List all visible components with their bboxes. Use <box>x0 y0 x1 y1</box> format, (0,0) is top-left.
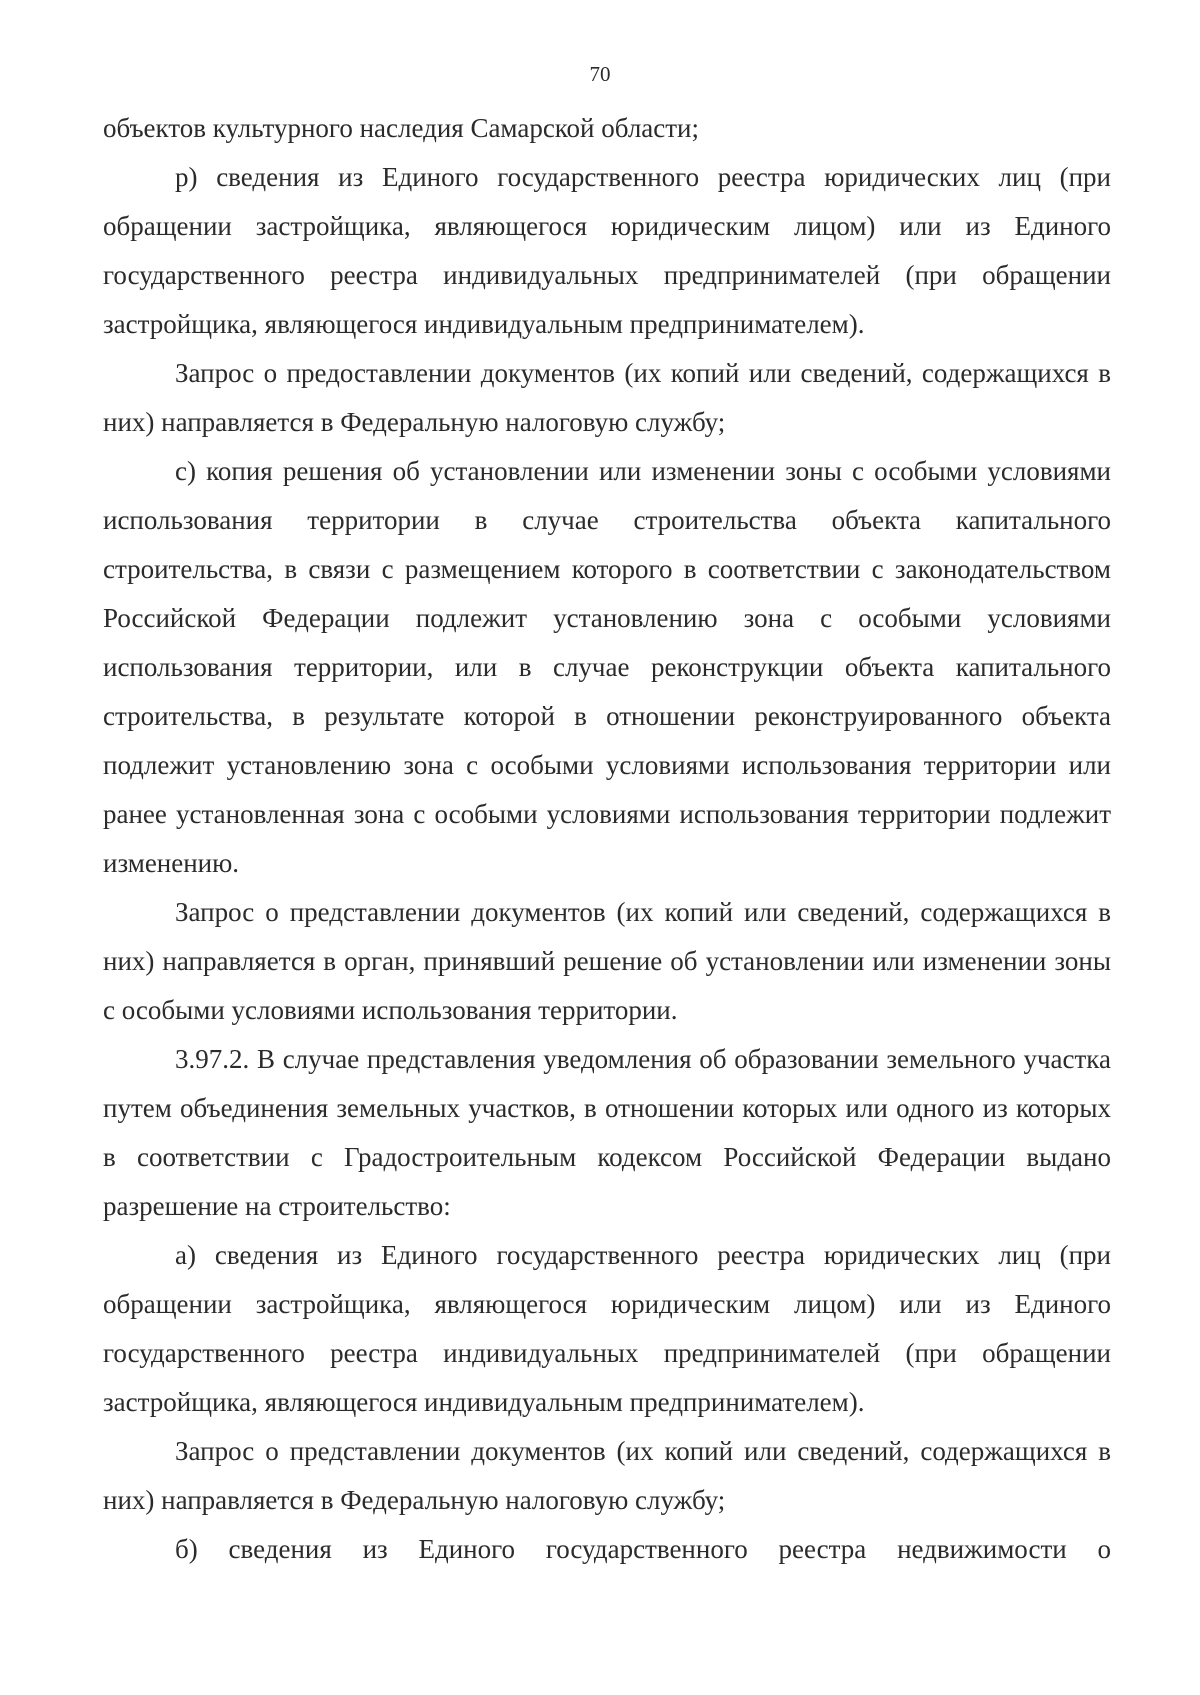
paragraph-item-r: р) сведения из Единого государственного реестра юридических лиц (при обращении застройщика, являющегося юридическим лицом) или из Единого государственного реестра индивидуальных предпринимателей (при обращении застройщика, являющегося индивидуальным предпринимателем). <box>103 162 1111 339</box>
paragraph-item-a: а) сведения из Единого государственного реестра юридических лиц (при обращении застройщика, являющегося юридическим лицом) или из Единого государственного реестра индивидуальных предпринимателей (при обращении застройщика, являющегося индивидуальным предпринимателем). <box>103 1240 1111 1417</box>
paragraph-request-tax-service: Запрос о предоставлении документов (их копий или сведений, содержащихся в них) направляется в Федеральную налоговую службу; <box>103 358 1111 437</box>
page-number: 70 <box>589 62 611 86</box>
paragraph-item-b: б) сведения из Единого государственного реестра недвижимости о <box>175 1534 1111 1564</box>
paragraph-continuation: объектов культурного наследия Самарской области; <box>103 113 700 143</box>
document-body <box>103 104 1111 1574</box>
paragraph-section-3-97-2: 3.97.2. В случае представления уведомления об образовании земельного участка путем объединения земельных участков, в отношении которых или одного из которых в соответствии с Градостроительным кодексом Российской Федерации выдано разрешение на строительство: <box>103 1044 1111 1221</box>
paragraph-request-zone-authority: Запрос о представлении документов (их копий или сведений, содержащихся в них) направляется в орган, принявший решение об установлении или изменении зоны с особыми условиями использования территории. <box>103 897 1111 1025</box>
paragraph-item-s: с) копия решения об установлении или изменении зоны с особыми условиями использования территории в случае строительства объекта капитального строительства, в связи с размещением которого в соответствии с законодательством Российской Федерации подлежит установлению зона с особыми условиями использования территории, или в случае реконструкции объекта капитального строительства, в результате которой в отношении реконструированного объекта подлежит установлению зона с особыми условиями использования территории или ранее установленная зона с особыми условиями использования территории подлежит изменению. <box>103 456 1111 878</box>
paragraph-request-tax-service-2: Запрос о представлении документов (их копий или сведений, содержащихся в них) направляется в Федеральную налоговую службу; <box>103 1436 1111 1515</box>
